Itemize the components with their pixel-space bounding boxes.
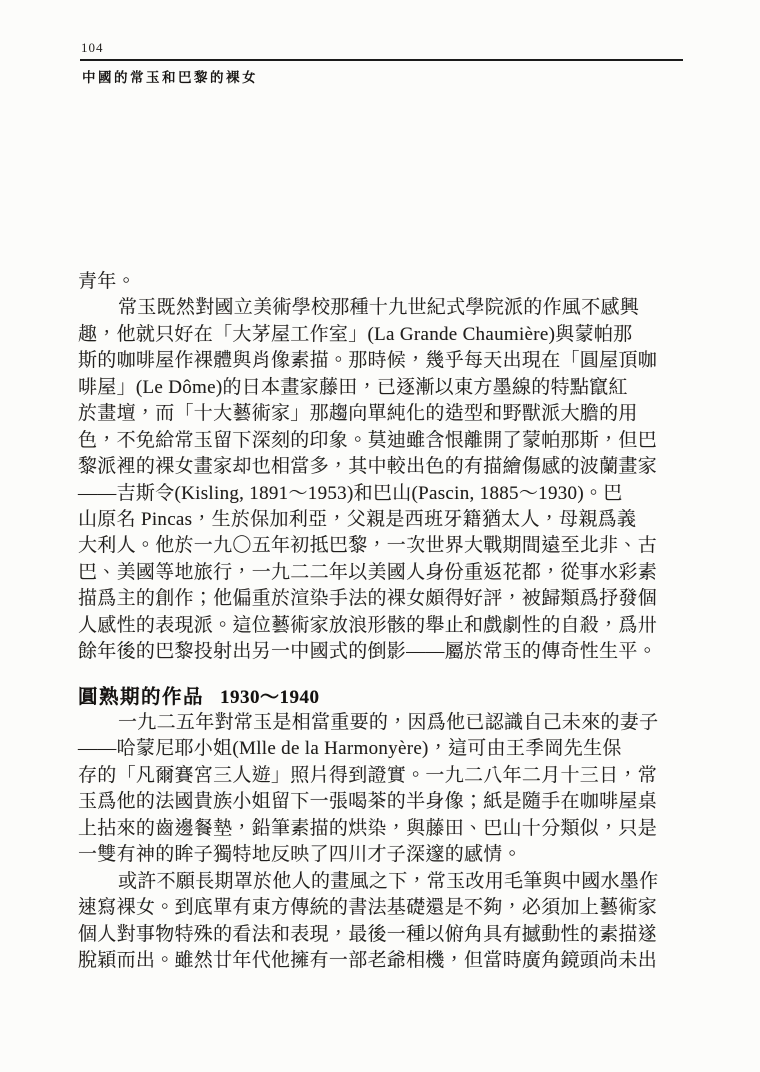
section-heading-title: 圓熟期的作品: [78, 685, 205, 708]
text-line: 玉爲他的法國貴族小姐留下一張喝茶的半身像；紙是隨手在咖啡屋桌: [78, 791, 658, 813]
section-heading: [78, 684, 608, 710]
text-line: 一九二五年對常玉是相當重要的，因爲他已認識自己未來的妻子: [118, 712, 659, 733]
running-head: 中國的常玉和巴黎的裸女: [82, 70, 258, 85]
text-line: 脫穎而出。雖然廿年代他擁有一部老爺相機，但當時廣角鏡頭尚未出: [78, 949, 658, 971]
text-line: ——哈蒙尼耶小姐(Mlle de la Harmonyère)，這可由王季岡先生保: [78, 738, 622, 760]
text-line: 或許不願長期罩於他人的畫風之下，常玉改用毛筆與中國水墨作: [118, 870, 659, 892]
paragraph: [78, 269, 608, 295]
text-line: 存的「凡爾賽宮三人遊」照片得到證實。一九二八年二月十三日，常: [78, 764, 658, 786]
page-number: 104: [81, 40, 104, 55]
text-line: 黎派裡的裸女畫家却也相當多，其中較出色的有描繪傷感的波蘭畫家: [78, 456, 658, 478]
header-rule: [80, 59, 683, 61]
text-line: 山原名 Pincas，生於保加利亞，父親是西班牙籍猶太人，母親爲義: [78, 508, 637, 530]
text-line: 大利人。他於一九〇五年初抵巴黎，一次世界大戰期間遠至北非、古: [78, 535, 658, 557]
text-line: 人感性的表現派。這位藝術家放浪形骸的舉止和戲劇性的自殺，爲卅: [78, 614, 658, 636]
text-line: 餘年後的巴黎投射出另一中國式的倒影——屬於常玉的傳奇性生平。: [78, 641, 658, 663]
text-line: 上拈來的齒邊餐墊，鉛筆素描的烘染，與藤田、巴山十分類似，只是: [78, 817, 658, 839]
paragraph: [78, 295, 658, 665]
text-line: ——吉斯令(Kisling, 1891～1953)和巴山(Pascin, 1885～1930)。巴: [78, 482, 623, 504]
text-line: 一雙有神的眸子獨特地反映了四川才子深邃的感情。: [78, 844, 522, 866]
text-line: 趣，他就只好在「大茅屋工作室」(La Grande Chaumière)與蒙帕那: [78, 323, 633, 345]
text-line: 巴、美國等地旅行，一九二二年以美國人身份重返花都，從事水彩素: [78, 561, 658, 583]
text-line: 速寫裸女。到底單有東方傳統的書法基礎還是不夠，必須加上藝術家: [78, 897, 658, 919]
section-heading-years: 1930～1940: [220, 686, 320, 708]
paragraph: [78, 710, 659, 869]
text-line: 斯的咖啡屋作裸體與肖像素描。那時候，幾乎每天出現在「圓屋頂咖: [78, 350, 658, 372]
text-line: 描爲主的創作；他偏重於渲染手法的裸女頗得好評，被歸類爲抒發個: [78, 588, 658, 610]
text-line: 常玉既然對國立美術學校那種十九世紀式學院派的作風不感興: [118, 297, 640, 319]
text-line: 於畫壇，而「十大藝術家」那趨向單純化的造型和野獸派大膽的用: [78, 403, 638, 425]
text-line: 個人對事物特殊的看法和表現，最後一種以俯角具有撼動性的素描遂: [78, 923, 658, 945]
text-line: 啡屋」(Le Dôme)的日本畫家藤田，已逐漸以東方墨線的特點竄紅: [78, 376, 628, 398]
body-text: [78, 269, 659, 974]
text-line: 青年。: [78, 271, 136, 292]
paragraph: [78, 869, 659, 975]
text-line: 色，不免給常玉留下深刻的印象。莫迪雖含恨離開了蒙帕那斯，但巴: [78, 429, 658, 451]
